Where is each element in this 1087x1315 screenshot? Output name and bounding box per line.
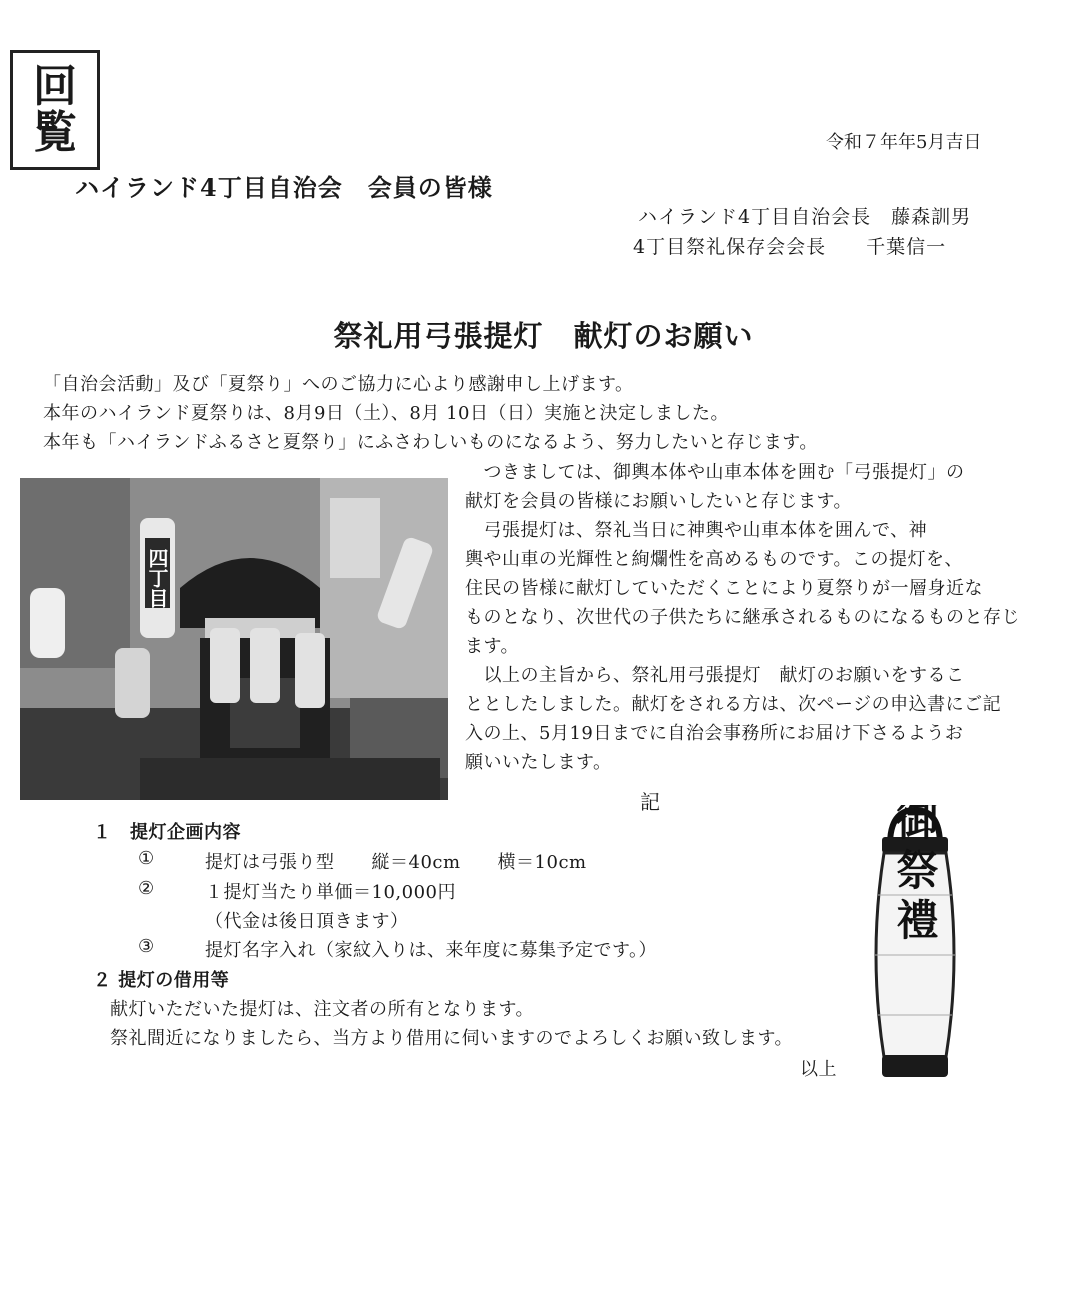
- addressee: ハイランド4丁目自治会 会員の皆様: [75, 173, 493, 202]
- lantern-illustration: [860, 805, 970, 1090]
- intro-line-1: 「自治会活動」及び「夏祭り」へのご協力に心より感謝申し上げます。: [43, 374, 634, 395]
- section2-heading: ２ 提灯の借用等: [93, 970, 230, 991]
- body-line-7: ます。: [465, 636, 520, 657]
- body-line-1: つきましては、御輿本体や山車本体を囲む「弓張提灯」の: [465, 462, 965, 483]
- intro-line-2: 本年のハイランド夏祭りは、8月9日（土）、8月 10日（日）実施と決定しました。: [43, 403, 729, 424]
- section2-line-1: 献灯いただいた提灯は、注文者の所有となります。: [110, 999, 535, 1020]
- sender-1: ハイランド4丁目自治会長 藤森訓男: [638, 206, 972, 228]
- body-line-11: 願いいたします。: [465, 752, 612, 773]
- body-line-8: 以上の主旨から、祭礼用弓張提灯 献灯のお願いをするこ: [465, 665, 965, 686]
- section1-item2-num: ②: [138, 878, 155, 899]
- ki-heading: 記: [640, 790, 660, 814]
- section1-heading: １ 提灯企画内容: [93, 822, 241, 843]
- document-date: 令和７年年5月吉日: [826, 132, 982, 153]
- section1-item3-num: ③: [138, 936, 155, 957]
- lantern-drawing: [860, 805, 970, 1090]
- section1-item2-text: １提灯当たり単価＝10,000円: [205, 882, 456, 903]
- section1-item1-num: ①: [138, 848, 155, 869]
- body-line-9: ととしたしました。献灯をされる方は、次ページの申込書にご記: [465, 694, 1002, 715]
- sender-2: 4丁目祭礼保存会会長 千葉信一: [633, 236, 947, 258]
- body-line-3: 弓張提灯は、祭礼当日に神輿や山車本体を囲んで、神: [465, 520, 928, 541]
- stamp-char-2: 覧: [33, 107, 77, 158]
- kairan-stamp: [10, 50, 100, 170]
- page-title: 祭礼用弓張提灯 献灯のお願い: [333, 319, 754, 353]
- body-line-10: 入の上、5月19日までに自治会事務所にお届け下さるようお: [465, 723, 964, 744]
- lantern-label: 御祭禮: [890, 805, 940, 948]
- body-line-4: 輿や山車の光輝性と絢爛性を高めるものです。この提灯を、: [465, 549, 964, 570]
- body-line-2: 献灯を会員の皆様にお願いしたいと存じます。: [465, 491, 853, 512]
- section1-item3-text: 提灯名字入れ（家紋入りは、来年度に募集予定です。）: [205, 940, 658, 961]
- body-line-5: 住民の皆様に献灯していただくことにより夏祭りが一層身近な: [465, 578, 983, 599]
- body-line-6: ものとなり、次世代の子供たちに継承されるものになるものと存じ: [465, 607, 1020, 628]
- intro-line-3: 本年も「ハイランドふるさと夏祭り」にふさわしいものになるよう、努力したいと存じます。: [43, 432, 818, 453]
- closing-ijou: 以上: [800, 1059, 837, 1080]
- section1-item1-text: 提灯は弓張り型 縦＝40cm 横＝10cm: [205, 852, 587, 873]
- stamp-char-1: 回: [33, 60, 77, 112]
- mikoshi-photo: [20, 478, 448, 800]
- section1-item2-note: （代金は後日頂きます）: [205, 911, 409, 932]
- mikoshi-photo-drawing: [20, 478, 448, 800]
- photo-lantern-label: 四丁目: [145, 548, 169, 608]
- section2-line-2: 祭礼間近になりましたら、当方より借用に伺いますのでよろしくお願い致します。: [110, 1028, 794, 1049]
